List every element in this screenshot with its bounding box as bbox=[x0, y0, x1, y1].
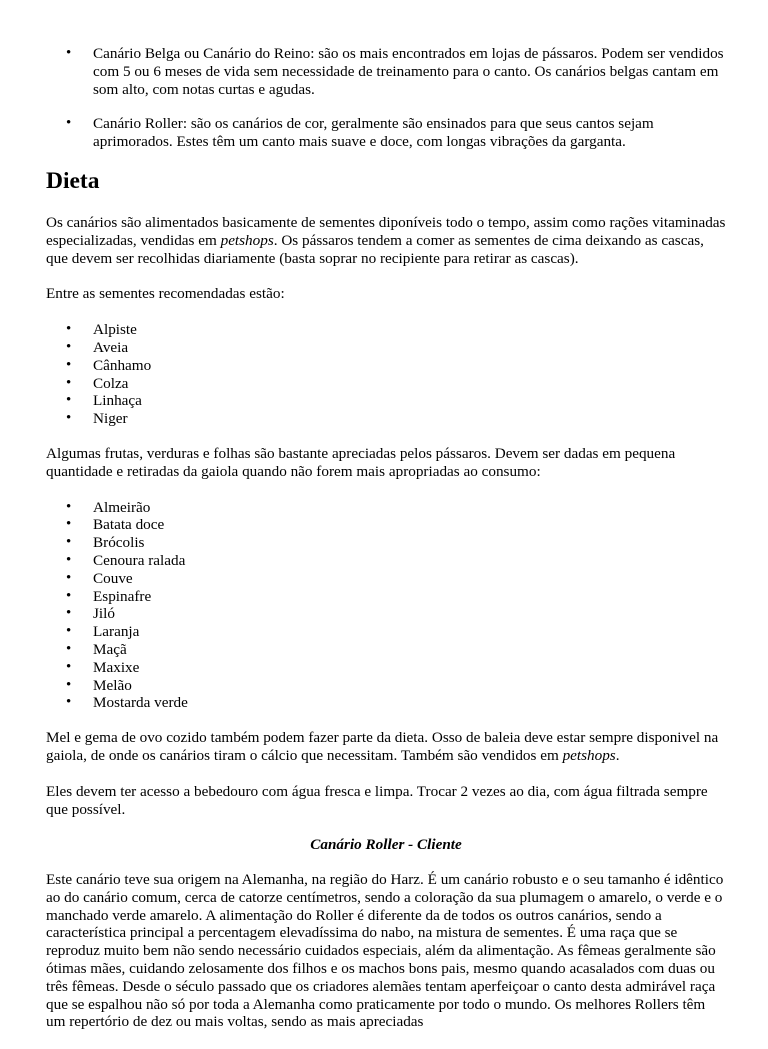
list-item: • Maxixe bbox=[46, 659, 726, 677]
list-item: • Brócolis bbox=[46, 534, 726, 552]
list-item: • Canário Roller: são os canários de cor, geralmente são ensinados para que seus cantos sejam aprimorados. Estes têm um canto mais suave e doce, com longas vibrações da garganta. bbox=[46, 115, 726, 151]
list-item: • Jiló bbox=[46, 605, 726, 623]
list-item: • Batata doce bbox=[46, 516, 726, 534]
fruit-list bbox=[46, 499, 726, 713]
seeds-intro-paragraph: Entre as sementes recomendadas estão: bbox=[46, 285, 285, 303]
list-item: • Aveia bbox=[46, 339, 726, 357]
text-run: Mel e gema de ovo cozido também podem fazer parte da dieta. Osso de baleia deve estar sempre disponivel na gaiola, de onde os canários tiram o cálcio que necessitam. Também são vendidos em bbox=[46, 729, 719, 764]
list-item: • Niger bbox=[46, 410, 726, 428]
list-item: • Colza bbox=[46, 375, 726, 393]
emphasis-petshops: petshops bbox=[220, 231, 274, 249]
text-run: Os canários são alimentados basicamente de sementes diponíveis todo o tempo, assim como rações vitaminadas especializadas, vendidas em bbox=[46, 213, 726, 249]
emphasis-petshops: petshops bbox=[562, 746, 616, 764]
breed-list bbox=[46, 45, 726, 151]
list-item: • Mostarda verde bbox=[46, 694, 726, 712]
water-paragraph: Eles devem ter acesso a bebedouro com água fresca e limpa. Trocar 2 vezes ao dia, com água filtrada sempre que possível. bbox=[46, 782, 708, 818]
text-run: . Os pássaros tendem a comer as sementes de cima deixando as cascas, que devem ser recolhidas diariamente (basta soprar no recipiente para retirar as cascas). bbox=[46, 231, 704, 267]
document-page bbox=[46, 45, 726, 1049]
list-item: • Canário Belga ou Canário do Reino: são os mais encontrados em lojas de pássaros. Podem ser vendidos com 5 ou 6 meses de vida sem necessidade de treinamento para o canto. Os canários belgas cantam em som alto, com notas curtas e agudas. bbox=[46, 45, 726, 98]
list-item: • Espinafre bbox=[46, 588, 726, 606]
list-item: • Almeirão bbox=[46, 499, 726, 517]
list-item: • Laranja bbox=[46, 623, 726, 641]
honey-paragraph bbox=[46, 729, 726, 765]
roller-caption: Canário Roller - Cliente bbox=[310, 836, 462, 854]
list-item: • Cenoura ralada bbox=[46, 552, 726, 570]
section-heading-dieta: Dieta bbox=[46, 167, 100, 194]
text-run: . bbox=[615, 746, 620, 764]
list-item: • Melão bbox=[46, 677, 726, 695]
list-item: • Linhaça bbox=[46, 392, 726, 410]
seed-list bbox=[46, 321, 726, 428]
diet-intro-paragraph bbox=[46, 214, 726, 267]
fruits-intro-paragraph: Algumas frutas, verduras e folhas são bastante apreciadas pelos pássaros. Devem ser dadas em pequena quantidade e retiradas da gaiola quando não forem mais apropriadas ao consumo: bbox=[46, 444, 676, 480]
list-item: • Maçã bbox=[46, 641, 726, 659]
roller-paragraph: Este canário teve sua origem na Alemanha, na região do Harz. É um canário robusto e o seu tamanho é idêntico ao do canário comum, cerca de catorze centímetros, sendo a coloração da sua plumagem o amarelo, o verde e o manchado verde amarelo. A alimentação do Roller é diferente da de todos os outros canários, sendo a característica principal a percentagem elevadíssima do nabo, na mistura de sementes. É uma raça que se reproduz muito bem não sendo necessário cuidados especiais, além da alimentação. As fêmeas geralmente são ótimas mães, cuidando zelosamente dos filhos e os machos bons pais, mesmo quando acasalados com duas ou três fêmeas. Desde o século passado que os criadores alemães tentam aperfeiçoar o canto desta admirável raça que se espalhou não só por toda a Alemanha como praticamente por todo o mundo. Os melhores Rollers têm um repertório de dez ou mais voltas, sendo as mais apreciadas bbox=[46, 871, 724, 1031]
list-item: • Alpiste bbox=[46, 321, 726, 339]
list-item: • Couve bbox=[46, 570, 726, 588]
list-item: • Cânhamo bbox=[46, 357, 726, 375]
